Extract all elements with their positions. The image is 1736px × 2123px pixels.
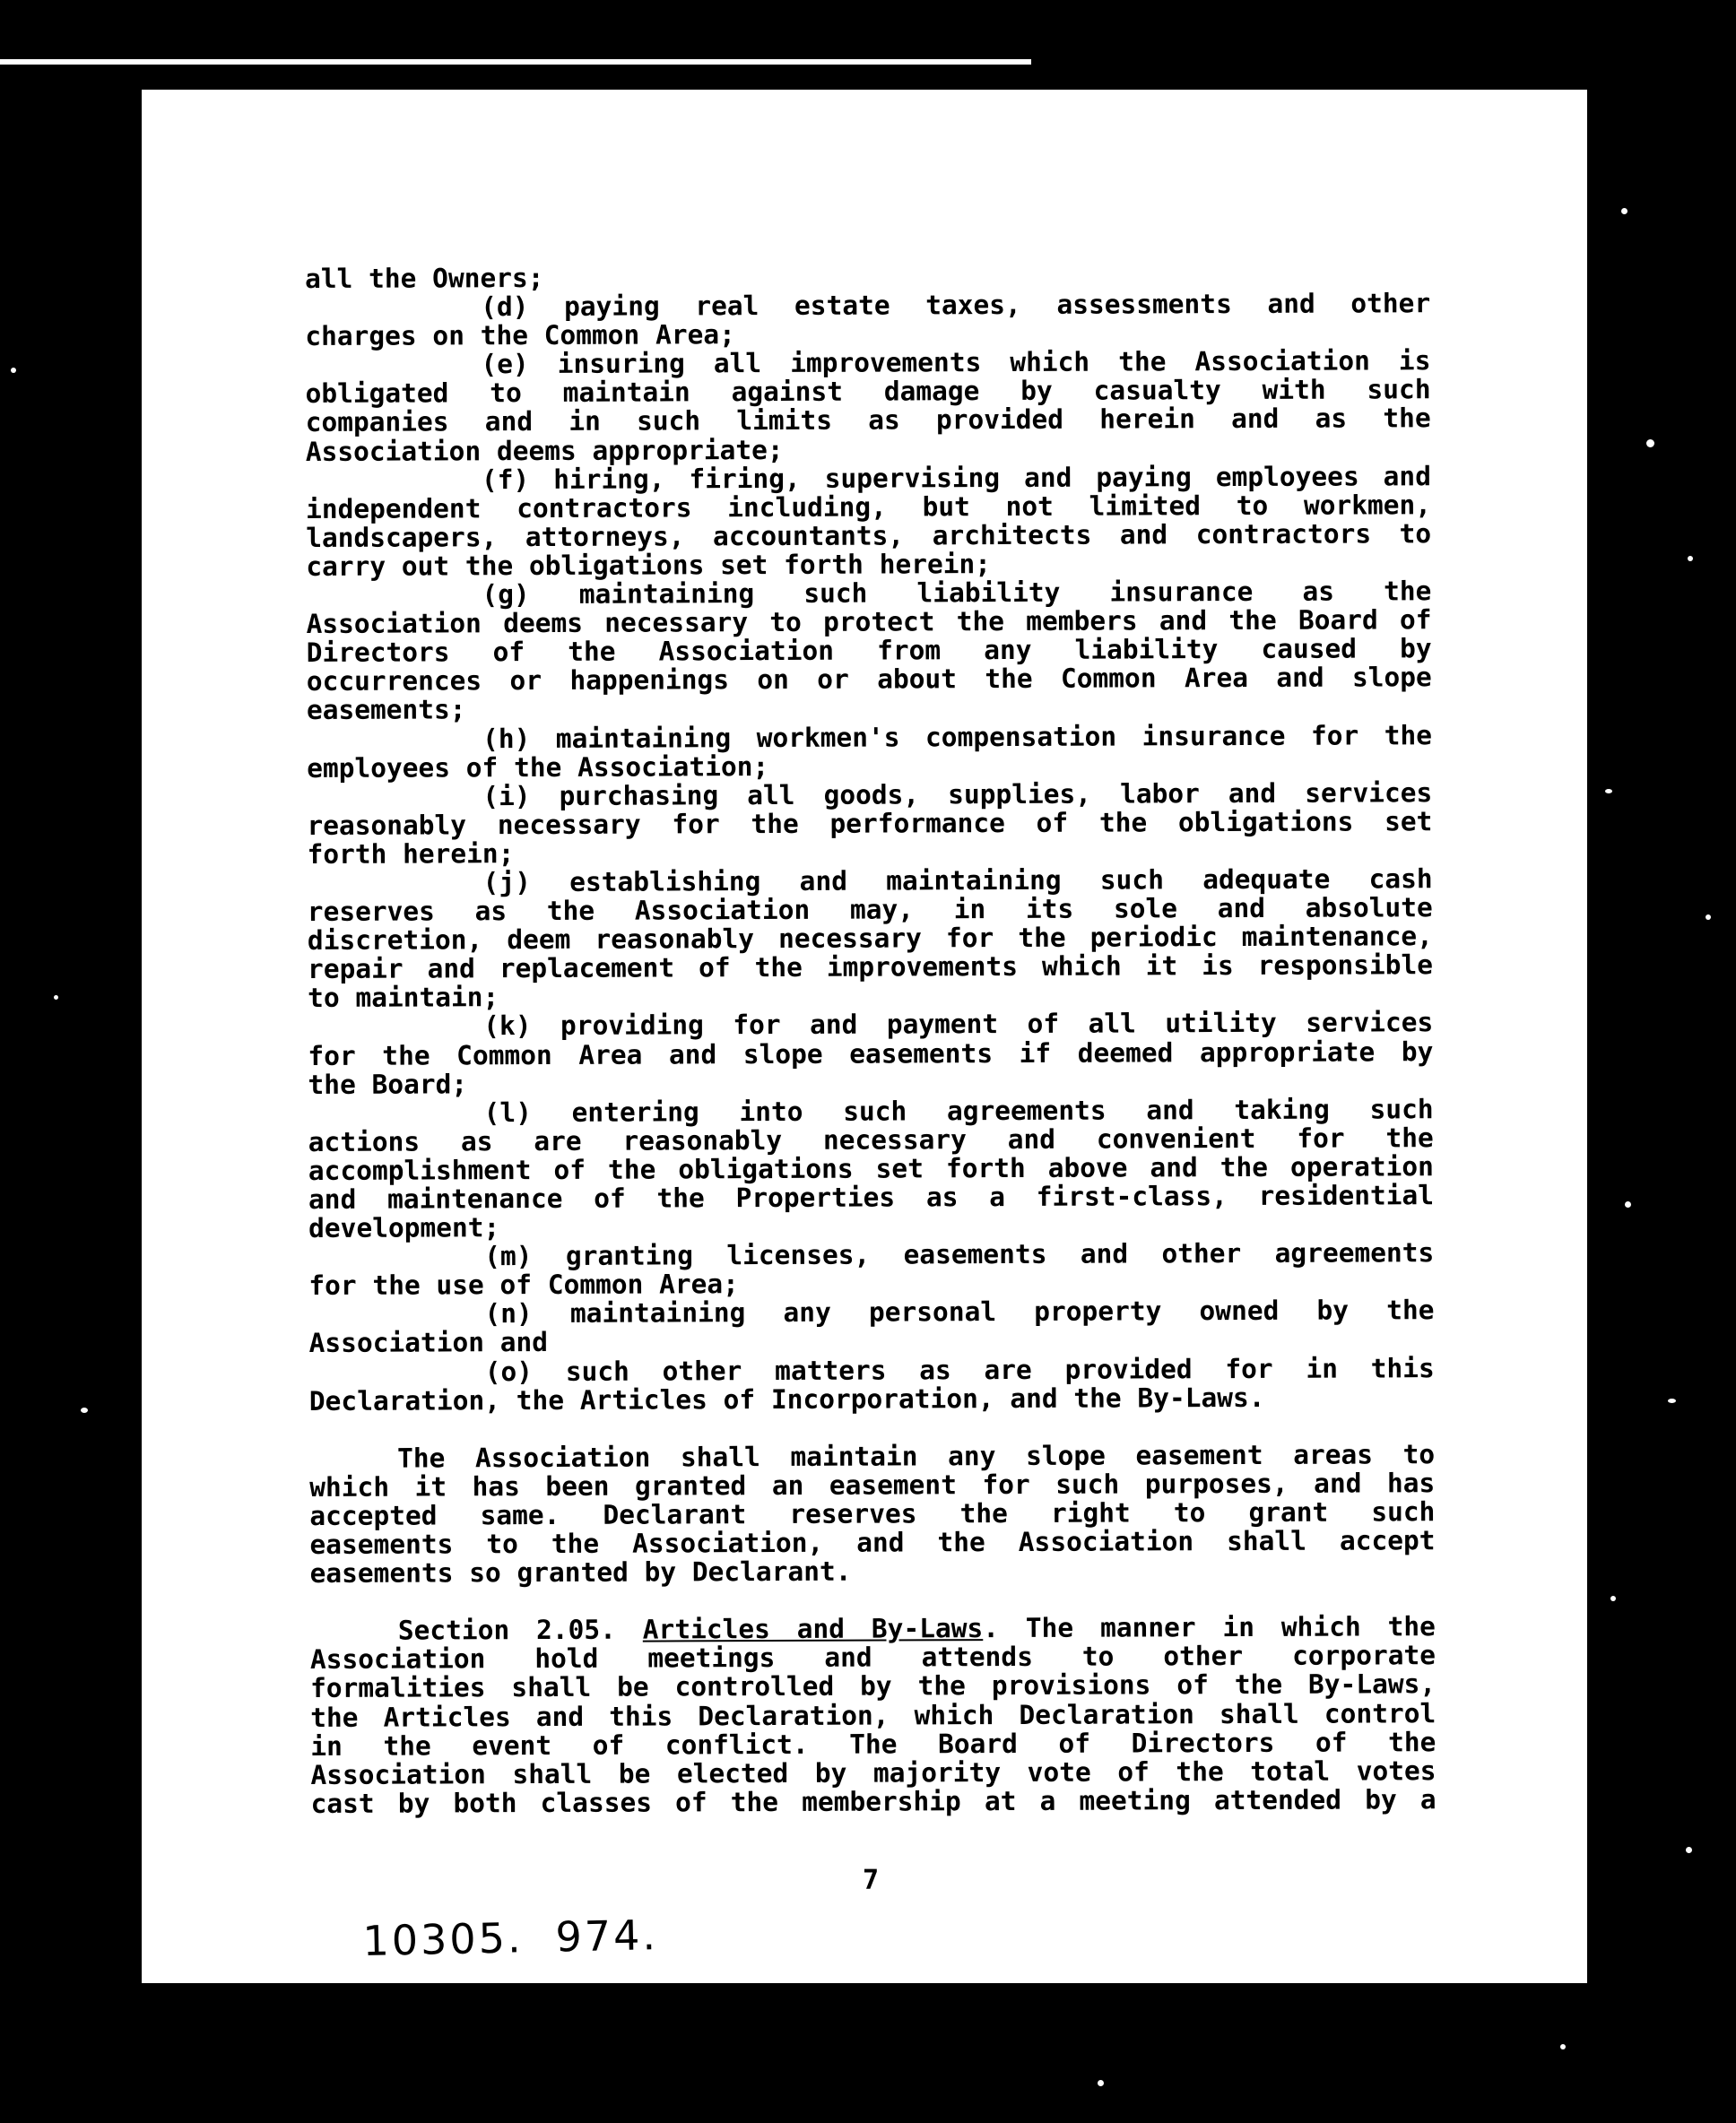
line-text: for the Common Area and slope easements if deemed appropriate by: [308, 1036, 1434, 1071]
scan-speck: [11, 368, 16, 373]
scan-speck: [1668, 1399, 1676, 1403]
line-text: The Association shall maintain any slope easement areas to: [397, 1438, 1436, 1474]
slope-easement-paragraph: [309, 1440, 1436, 1588]
line-text: independent contractors including, but not limited to workmen,: [305, 489, 1432, 524]
line-text: forth herein;: [307, 837, 515, 870]
text-line: [305, 289, 1430, 322]
text-line: [307, 663, 1432, 696]
section-heading: Articles and By-Laws: [642, 1613, 984, 1645]
text-line: [306, 519, 1431, 552]
line-text: Association and: [308, 1327, 549, 1359]
scan-speck: [1560, 2044, 1566, 2049]
line-text: discretion, deem reasonably necessary for the periodic maintenance,: [307, 921, 1433, 957]
line-text: which it has been granted an easement for such purposes, and has: [309, 1468, 1436, 1503]
line-indent: [305, 374, 481, 375]
stamp-number-second: 974.: [554, 1911, 659, 1962]
line-text: to maintain;: [308, 982, 499, 1014]
line-text: easements so granted by Declarant.: [309, 1555, 852, 1590]
line-text: and maintenance of the Properties as a first-class, residential: [308, 1180, 1435, 1215]
line-text: (g) maintaining such liability insurance as the: [482, 576, 1432, 611]
text-line: [307, 721, 1432, 754]
scan-speck: [1098, 2080, 1104, 2086]
document-stamp: [362, 1911, 658, 1965]
line-text: companies and in such limits as provided herein and as the: [305, 403, 1431, 438]
line-text: Association hold meetings and attends to other corporate: [309, 1640, 1437, 1676]
section-body: [310, 1641, 1437, 1817]
line-text: actions as are reasonably necessary and convenient for the: [308, 1122, 1434, 1157]
document-body: [305, 260, 1437, 1818]
line-text: Association deems appropriate;: [305, 434, 784, 467]
text-line: [307, 807, 1432, 840]
line-text: (e) insuring all improvements which the Association is: [481, 345, 1431, 380]
scan-border-line: [0, 59, 1031, 65]
text-line: [308, 1296, 1434, 1330]
line-text: formalities shall be controlled by the provisions of the By-Laws,: [310, 1668, 1437, 1704]
line-indent: [307, 805, 482, 806]
scan-speck: [1625, 1201, 1631, 1208]
line-text: (d) paying real estate taxes, assessments and other: [481, 288, 1431, 323]
enumerated-list: [305, 260, 1435, 1416]
scan-speck: [1621, 208, 1628, 214]
line-text: repair and replacement of the improvements which it is responsible: [307, 949, 1434, 985]
scan-speck: [1610, 1596, 1616, 1601]
scan-speck: [1686, 1847, 1692, 1853]
section-heading-rest: . The manner in which the: [983, 1611, 1436, 1644]
line-text: obligated to maintain against damage by casualty with such: [305, 374, 1431, 410]
line-text: easements;: [306, 694, 466, 726]
line-text: Association deems necessary to protect the members and the Board of: [306, 604, 1432, 640]
text-line: [311, 1785, 1437, 1818]
line-indent: [307, 748, 482, 749]
line-text: cast by both classes of the membership at a meeting attended by a: [310, 1783, 1437, 1819]
page-number: 7: [863, 1865, 880, 1896]
line-text: landscapers, attorneys, accountants, architects and contractors to: [306, 518, 1432, 553]
line-text: reasonably necessary for the performance of the obligations set: [307, 805, 1433, 841]
line-text: for the use of Common Area;: [308, 1269, 739, 1302]
line-text: carry out the obligations set forth herein;: [306, 549, 992, 582]
line-text: (o) such other matters as are provided for in this: [484, 1352, 1435, 1387]
scan-speck: [81, 1408, 88, 1413]
text-line: [308, 950, 1433, 984]
text-line: [309, 1526, 1435, 1559]
line-indent: [308, 1265, 484, 1266]
scan-speck: [1646, 439, 1654, 447]
line-text: accomplishment of the obligations set forth above and the operation: [308, 1151, 1434, 1186]
text-line: [308, 1037, 1433, 1070]
line-text: (i) purchasing all goods, supplies, labor and services: [482, 776, 1433, 811]
section-number: Section 2.05.: [397, 1614, 616, 1646]
line-text: Association shall be elected by majority vote of the total votes: [310, 1755, 1437, 1790]
line-text: reserves as the Association may, in its sole and absolute: [307, 892, 1433, 928]
scan-speck: [54, 995, 58, 1000]
stamp-number-first: 10305.: [362, 1913, 525, 1965]
line-text: (h) maintaining workmen's compensation insurance for the: [482, 719, 1433, 754]
scan-speck: [1706, 914, 1711, 920]
line-text: easements to the Association, and the Association shall accept: [309, 1525, 1436, 1561]
line-indent: [308, 891, 483, 892]
text-line: [310, 1555, 1436, 1588]
line-text: (j) establishing and maintaining such adequate cash: [482, 863, 1433, 898]
line-text: occurrences or happenings on or about the Common Area and slope: [306, 662, 1432, 698]
line-text: Directors of the Association from any liability caused by: [306, 633, 1432, 669]
text-line: [309, 1382, 1435, 1416]
text-line: [308, 1181, 1434, 1214]
line-text: all the Owners;: [304, 262, 544, 294]
line-text: (m) granting licenses, easements and other agreements: [484, 1237, 1435, 1272]
scan-speck: [1605, 789, 1612, 793]
line-text: the Articles and this Declaration, which Declaration shall control: [310, 1697, 1437, 1733]
line-text: charges on the Common Area;: [305, 319, 735, 352]
line-text: accepted same. Declarant reserves the right to grant such: [309, 1496, 1436, 1531]
scan-speck: [158, 185, 162, 189]
line-indent: [306, 489, 482, 490]
scan-speck: [1688, 556, 1693, 561]
section-2-05: [310, 1612, 1437, 1817]
line-indent: [306, 603, 482, 604]
line-text: (l) entering into such agreements and taking such: [483, 1093, 1434, 1128]
line-text: Declaration, the Articles of Incorporation, and the By-Laws.: [308, 1382, 1265, 1417]
line-text: in the event of conflict. The Board of Directors of the: [310, 1726, 1437, 1762]
text-line: [309, 1354, 1435, 1387]
line-indent: [309, 1323, 485, 1324]
line-text: employees of the Association;: [307, 750, 769, 784]
line-text: development;: [308, 1212, 500, 1244]
line-text: (f) hiring, firing, supervising and paying employees and: [481, 460, 1431, 495]
line-text: (k) providing for and payment of all utility services: [483, 1007, 1434, 1042]
line-text: the Board;: [308, 1068, 468, 1100]
line-text: (n) maintaining any personal property owned by the: [484, 1295, 1435, 1330]
text-line: [308, 1238, 1434, 1271]
text-line: [306, 404, 1431, 438]
line-indent: [309, 1381, 485, 1382]
